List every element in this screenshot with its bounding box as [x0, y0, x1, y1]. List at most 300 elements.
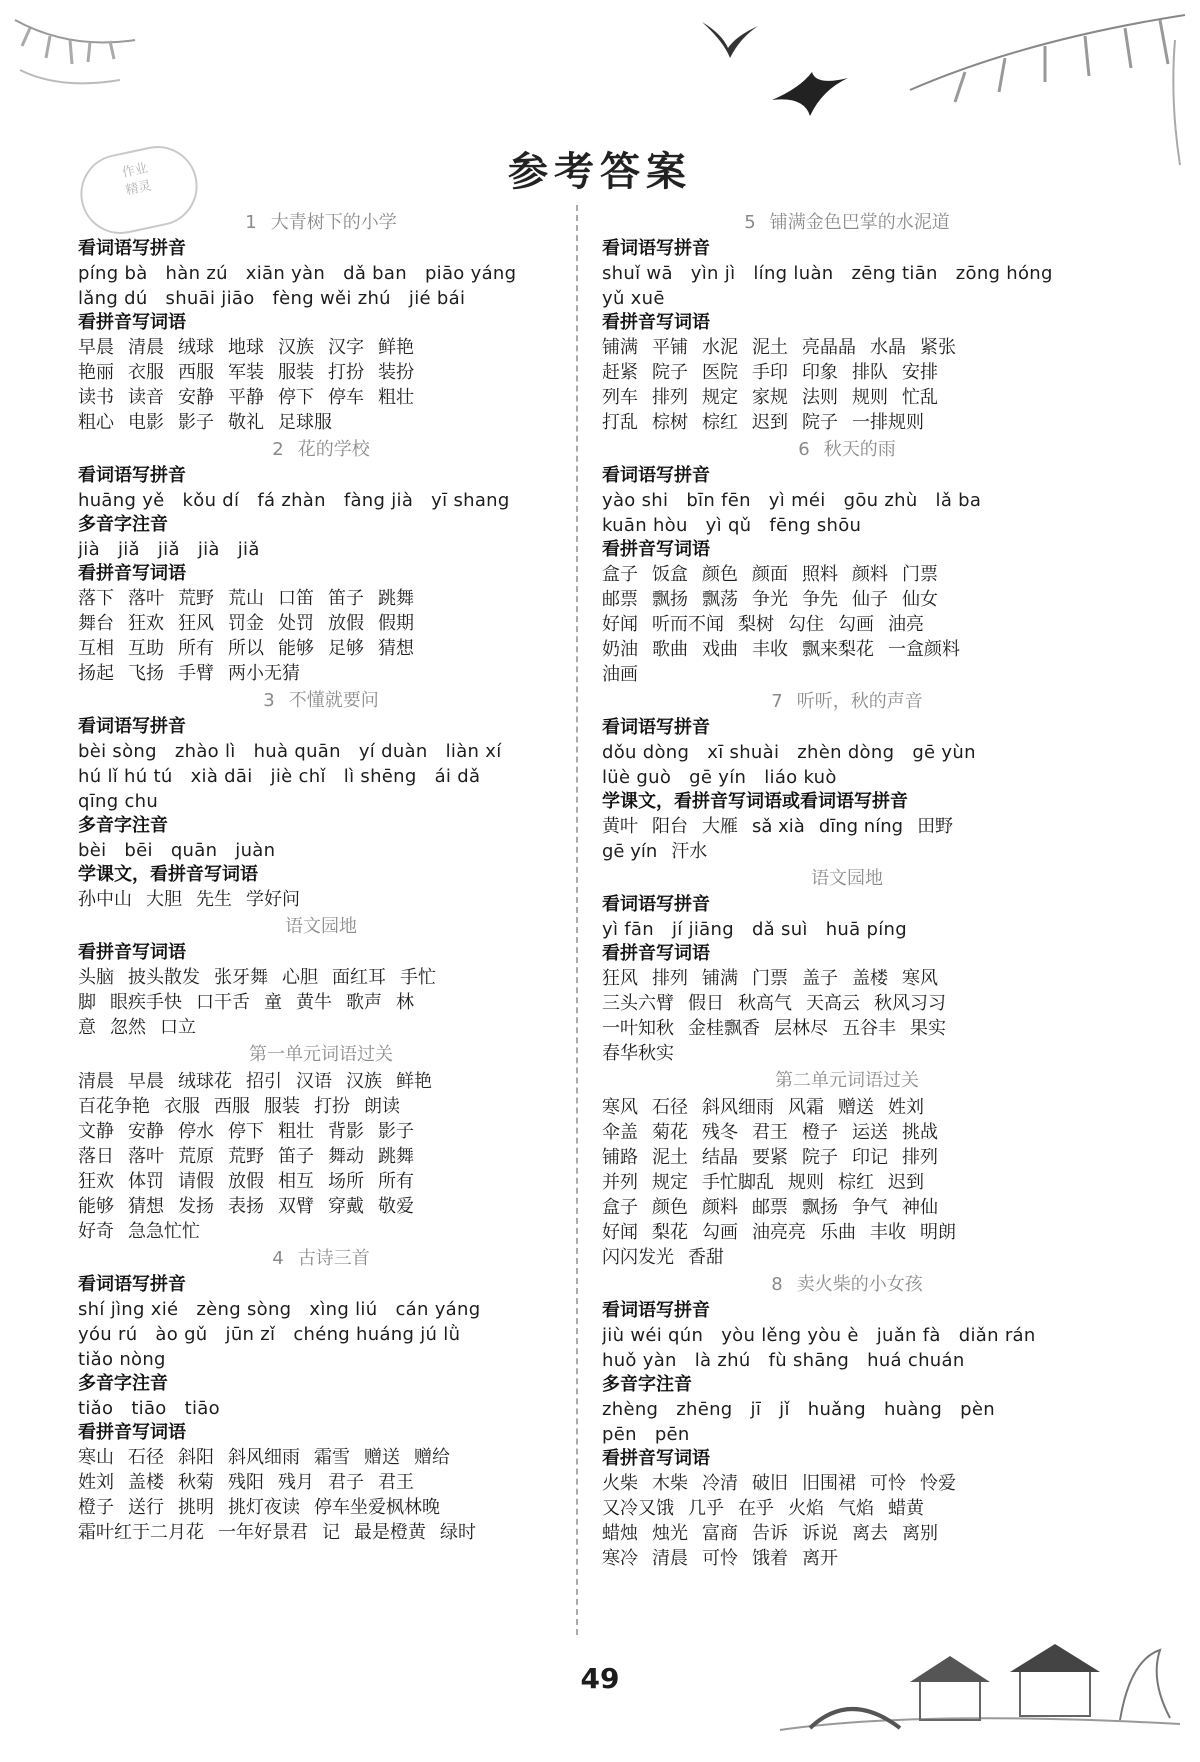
word-answer: 服装 [264, 1096, 300, 1117]
word-answer: 能够 [278, 638, 314, 659]
exercise-label: 多音字注音 [78, 514, 168, 535]
homework-stamp: 作业 精灵 [73, 139, 205, 242]
word-answer-row [78, 965, 564, 990]
pinyin-answer: huǎng [807, 1399, 866, 1420]
word-answer: 记 [322, 1522, 340, 1543]
word-answer: 影子 [378, 1121, 414, 1142]
pinyin-answer: jí jiāng [671, 919, 734, 940]
word-answer: 仙女 [902, 589, 938, 610]
word-answer: 打扮 [328, 362, 364, 383]
pinyin-answer: liáo kuò [764, 767, 837, 788]
word-answer: 停下 [228, 1121, 264, 1142]
word-answer: 诉说 [802, 1523, 838, 1544]
word-answer: 狂欢 [78, 1171, 114, 1192]
exercise-label: 看词语写拼音 [602, 465, 710, 486]
word-answer: 姓刘 [888, 1097, 924, 1118]
word-answer: 停水 [178, 1121, 214, 1142]
word-answer: 西服 [214, 1096, 250, 1117]
word-answer: 眼疾手快 [110, 992, 182, 1013]
pinyin-answer: quān [170, 840, 218, 861]
pinyin-answer: yì qǔ [705, 515, 752, 536]
pinyin-answer: lì shēng [343, 766, 417, 787]
pinyin-answer: shuāi jiāo [165, 288, 255, 309]
word-answer: 残月 [278, 1472, 314, 1493]
pinyin-answer: cán yáng [395, 1299, 481, 1320]
word-answer: 仙子 [852, 589, 888, 610]
exercise-label: 看拼音写词语 [78, 312, 186, 333]
word-answer: 乐曲 [820, 1222, 856, 1243]
word-answer: 火焰 [788, 1498, 824, 1519]
word-answer: 门票 [902, 564, 938, 585]
word-answer: 气焰 [838, 1498, 874, 1519]
word-answer-row [602, 1521, 1092, 1546]
word-answer: 地球 [228, 337, 264, 358]
word-answer: 又冷又饿 [602, 1498, 674, 1519]
word-answer: 规定 [652, 1172, 688, 1193]
exercise-label: 多音字注音 [78, 1373, 168, 1394]
word-answer: 照料 [802, 564, 838, 585]
pinyin-answer-row [602, 1422, 1092, 1447]
word-answer-row [78, 887, 564, 912]
word-answer: 处罚 [278, 613, 314, 634]
word-answer: 医院 [702, 362, 738, 383]
word-answer-row [78, 611, 564, 636]
pinyin-answer: xī shuài [707, 742, 780, 763]
word-answer: 黄叶 [602, 816, 638, 837]
word-answer: 荒山 [228, 588, 264, 609]
word-answer: 飞扬 [128, 663, 164, 684]
word-answer: 粗心 [78, 412, 114, 433]
word-answer: 面红耳 [332, 967, 386, 988]
word-answer: 双臂 [278, 1196, 314, 1217]
word-answer: 法则 [802, 387, 838, 408]
word-answer: 招引 [246, 1071, 282, 1092]
word-answer: 秋菊 [178, 1472, 214, 1493]
word-answer: 粗壮 [378, 387, 414, 408]
word-answer: 停下 [278, 387, 314, 408]
pinyin-answer: yī shang [431, 490, 510, 511]
section-name: 第二单元词语过关 [775, 1070, 919, 1091]
word-answer-row [602, 410, 1092, 435]
word-answer: 能够 [78, 1196, 114, 1217]
word-answer-row [78, 1495, 564, 1520]
word-answer: 军装 [228, 362, 264, 383]
word-answer: 急急忙忙 [128, 1221, 200, 1242]
pinyin-answer: pēn [654, 1424, 690, 1445]
word-answer: 盖子 [802, 968, 838, 989]
word-answer: 颜面 [752, 564, 788, 585]
pinyin-answer: fēng shōu [769, 515, 862, 536]
section-title [78, 211, 564, 235]
word-answer-row [602, 814, 1092, 839]
word-answer-row [602, 360, 1092, 385]
word-answer: 笛子 [328, 588, 364, 609]
pinyin-answer: qīng chu [78, 791, 159, 812]
pinyin-answer: liàn xí [445, 741, 502, 762]
word-answer: 明朗 [920, 1222, 956, 1243]
word-answer: 心胆 [282, 967, 318, 988]
word-answer: 猜想 [378, 638, 414, 659]
word-answer: 扬起 [78, 663, 114, 684]
word-answer: 门票 [752, 968, 788, 989]
word-answer: 君子 [328, 1472, 364, 1493]
pinyin-answer-row [78, 1347, 564, 1372]
word-answer-row [78, 586, 564, 611]
word-answer: 落日 [78, 1146, 114, 1167]
pinyin-answer: juàn [235, 840, 276, 861]
word-answer: 猜想 [128, 1196, 164, 1217]
word-answer-row [602, 991, 1092, 1016]
word-answer: 院子 [802, 1147, 838, 1168]
pinyin-answer: dǒu dòng [602, 742, 690, 763]
word-answer: 怜爱 [920, 1473, 956, 1494]
word-answer: 敬礼 [228, 412, 264, 433]
pinyin-answer-row [602, 261, 1092, 286]
word-answer-row [602, 966, 1092, 991]
pinyin-answer: gōu zhù [843, 490, 918, 511]
pinyin-answer: kuān hòu [602, 515, 688, 536]
word-answer-row [602, 1195, 1092, 1220]
word-answer: 跳舞 [378, 1146, 414, 1167]
pinyin-answer: gē yín [689, 767, 747, 788]
exercise-label: 看拼音写词语 [602, 943, 710, 964]
pinyin-answer-row [78, 261, 564, 286]
willow-branch-left-illustration [10, 10, 140, 120]
word-answer: 残阳 [228, 1472, 264, 1493]
word-answer: 可怜 [702, 1548, 738, 1569]
pinyin-answer: jià [78, 539, 100, 560]
exercise-label: 看词语写拼音 [78, 465, 186, 486]
word-answer: 互相 [78, 638, 114, 659]
pinyin-answer: líng luàn [753, 263, 834, 284]
word-answer: 鲜艳 [378, 337, 414, 358]
pinyin-answer: tiāo [184, 1398, 220, 1419]
word-answer-row [602, 1145, 1092, 1170]
word-answer-row [78, 1094, 564, 1119]
page-title: 参考答案 [508, 148, 692, 195]
pinyin-answer: lǎ ba [935, 490, 982, 511]
word-answer: 挑灯夜读 [228, 1497, 300, 1518]
word-answer-row [602, 1095, 1092, 1120]
word-answer: 送行 [128, 1497, 164, 1518]
pinyin-answer-row [78, 838, 564, 863]
word-answer-row [602, 1546, 1092, 1571]
word-answer-row [78, 1219, 564, 1244]
word-answer: 粗壮 [278, 1121, 314, 1142]
word-answer: 歌曲 [652, 639, 688, 660]
word-answer: 霜雪 [314, 1447, 350, 1468]
word-answer-row [78, 335, 564, 360]
pinyin-answer: huà quān [253, 741, 341, 762]
word-answer: 早晨 [78, 337, 114, 358]
word-answer: 勾画 [702, 1222, 738, 1243]
word-answer: 秋风习习 [874, 993, 946, 1014]
word-answer: 罚金 [228, 613, 264, 634]
pinyin-answer: fù shāng [768, 1350, 850, 1371]
exercise-label: 看词语写拼音 [602, 1300, 710, 1321]
right-column [602, 208, 1092, 1571]
pinyin-answer: yǔ xuē [602, 288, 665, 309]
word-answer: 所以 [228, 638, 264, 659]
word-answer: 饿着 [752, 1548, 788, 1569]
word-answer: 丰收 [870, 1222, 906, 1243]
pinyin-answer: juǎn fà [876, 1325, 941, 1346]
pinyin-answer: ào gǔ [155, 1324, 208, 1345]
pinyin-answer: pēn [602, 1424, 637, 1445]
word-answer: 黄牛 [296, 992, 332, 1013]
exercise-label: 看词语写拼音 [78, 1274, 186, 1295]
word-answer: 颜料 [852, 564, 888, 585]
word-answer: 烛光 [652, 1523, 688, 1544]
pinyin-answer: pèn [960, 1399, 995, 1420]
word-answer: 手忙 [400, 967, 436, 988]
word-answer: 绒球花 [178, 1071, 232, 1092]
word-answer: 几乎 [688, 1498, 724, 1519]
word-answer: 汉族 [278, 337, 314, 358]
word-answer: 停车 [328, 387, 364, 408]
word-answer: 百花争艳 [78, 1096, 150, 1117]
pinyin-answer: jiǎ [157, 539, 180, 560]
word-answer: 颜色 [652, 1197, 688, 1218]
pinyin-answer: huàng [883, 1399, 943, 1420]
section-number: 5 [744, 212, 756, 233]
pinyin-answer-row [78, 1297, 564, 1322]
word-answer-row [602, 1471, 1092, 1496]
word-answer: 君王 [752, 1122, 788, 1143]
word-answer: 层林尽 [774, 1018, 828, 1039]
pinyin-answer: zhèng [602, 1399, 659, 1420]
pinyin-answer-row [602, 488, 1092, 513]
word-answer: 西服 [178, 362, 214, 383]
pinyin-answer: shí jìng xié [78, 1299, 179, 1320]
word-answer: 电影 [128, 412, 164, 433]
word-answer-row [78, 1169, 564, 1194]
pinyin-answer: jī [750, 1399, 762, 1420]
pinyin-answer: lüè guò [602, 767, 672, 788]
word-answer: 好奇 [78, 1221, 114, 1242]
pinyin-answer-row [602, 740, 1092, 765]
section-title [602, 867, 1092, 891]
word-answer-row [78, 360, 564, 385]
pinyin-answer: bēi [124, 840, 153, 861]
word-answer: 舞动 [328, 1146, 364, 1167]
word-answer: 排列 [902, 1147, 938, 1168]
word-answer: 汉语 [296, 1071, 332, 1092]
word-answer-row [602, 612, 1092, 637]
word-answer: 在乎 [738, 1498, 774, 1519]
pinyin-answer: huā píng [825, 919, 907, 940]
word-answer-row [78, 385, 564, 410]
word-answer: 落叶 [128, 588, 164, 609]
word-answer: 铺满 [702, 968, 738, 989]
word-answer: 橙子 [802, 1122, 838, 1143]
word-answer: 规定 [702, 387, 738, 408]
section-name: 秋天的雨 [823, 439, 896, 460]
word-answer-row [602, 1245, 1092, 1270]
word-answer: 棕红 [702, 412, 738, 433]
pinyin-answer: jiǎ [237, 539, 260, 560]
word-answer-row [78, 1520, 564, 1545]
word-answer: 舞台 [78, 613, 114, 634]
word-answer: 请假 [178, 1171, 214, 1192]
pinyin-answer: yì fān [602, 919, 654, 940]
pinyin-answer: xìng liú [309, 1299, 378, 1320]
word-answer: 清晨 [78, 1071, 114, 1092]
word-answer: 所有 [178, 638, 214, 659]
word-answer: 火柴 [602, 1473, 638, 1494]
word-answer: 水泥 [702, 337, 738, 358]
word-answer: 争气 [852, 1197, 888, 1218]
pinyin-answer-row [602, 1348, 1092, 1373]
word-answer-row [78, 1470, 564, 1495]
exercise-label: 看拼音写词语 [78, 1422, 186, 1443]
word-answer: 排列 [652, 387, 688, 408]
word-answer: 寒风 [902, 968, 938, 989]
word-answer-row [78, 636, 564, 661]
word-answer: 装扮 [378, 362, 414, 383]
word-answer: 放假 [328, 613, 364, 634]
word-answer-row [602, 1170, 1092, 1195]
exercise-label: 看拼音写词语 [602, 539, 710, 560]
word-answer: 排列 [652, 968, 688, 989]
word-answer: 安静 [178, 387, 214, 408]
word-answer: 读音 [128, 387, 164, 408]
word-answer: 忽然 [110, 1017, 146, 1038]
pinyin-answer-row [602, 917, 1092, 942]
section-title [602, 211, 1092, 235]
word-answer: dīng níng [818, 816, 904, 837]
word-answer: 赶紧 [602, 362, 638, 383]
word-answer: 体罚 [128, 1171, 164, 1192]
word-answer: 敬爱 [378, 1196, 414, 1217]
word-answer: 平静 [228, 387, 264, 408]
word-answer: 油亮 [888, 614, 924, 635]
word-answer: 印记 [852, 1147, 888, 1168]
word-answer: 口笛 [278, 588, 314, 609]
pinyin-answer-row [602, 1397, 1092, 1422]
word-answer: 石径 [652, 1097, 688, 1118]
word-answer: 平铺 [652, 337, 688, 358]
word-answer: 飘荡 [702, 589, 738, 610]
word-answer: 文静 [78, 1121, 114, 1142]
swallow-bird-small-illustration [700, 18, 760, 63]
word-answer: 棕红 [838, 1172, 874, 1193]
word-answer: 跳舞 [378, 588, 414, 609]
section-name: 大青树下的小学 [270, 212, 397, 233]
word-answer: 亮晶晶 [802, 337, 856, 358]
word-answer: 戏曲 [702, 639, 738, 660]
word-answer: 足球服 [278, 412, 332, 433]
section-title [602, 690, 1092, 714]
pinyin-answer: jié bái [408, 288, 466, 309]
word-answer: 富商 [702, 1523, 738, 1544]
word-answer: 冷清 [702, 1473, 738, 1494]
word-answer: 落下 [78, 588, 114, 609]
word-answer: 家规 [752, 387, 788, 408]
word-answer: 并列 [602, 1172, 638, 1193]
pinyin-answer-row [78, 488, 564, 513]
word-answer: 告诉 [752, 1523, 788, 1544]
word-answer: 颜色 [702, 564, 738, 585]
word-answer: 笛子 [278, 1146, 314, 1167]
word-answer: 寒风 [602, 1097, 638, 1118]
section-name: 语文园地 [285, 916, 357, 937]
exercise-label: 看拼音写词语 [602, 312, 710, 333]
word-answer: 盖楼 [128, 1472, 164, 1493]
pinyin-answer: jiè chǐ [270, 766, 326, 787]
word-answer-row [602, 1041, 1092, 1066]
word-answer: 互助 [128, 638, 164, 659]
word-answer: 假日 [688, 993, 724, 1014]
section-name: 不懂就要问 [288, 690, 379, 711]
word-answer: 好闻 [602, 614, 638, 635]
word-answer: 水晶 [870, 337, 906, 358]
word-answer-row [602, 587, 1092, 612]
word-answer: 铺路 [602, 1147, 638, 1168]
pinyin-answer: huǒ yàn [602, 1350, 677, 1371]
exercise-label: 多音字注音 [602, 1374, 692, 1395]
word-answer: 场所 [328, 1171, 364, 1192]
section-number: 2 [272, 439, 284, 460]
word-answer-row [602, 1016, 1092, 1041]
word-answer: 院子 [652, 362, 688, 383]
word-answer-row [78, 1015, 564, 1040]
word-answer: 印象 [802, 362, 838, 383]
pinyin-answer-row [602, 513, 1092, 538]
word-answer: 孙中山 [78, 889, 132, 910]
word-answer-row [602, 839, 1092, 864]
word-answer: 相互 [278, 1171, 314, 1192]
pinyin-answer: lǎng dú [78, 288, 148, 309]
word-answer: 蜡烛 [602, 1523, 638, 1544]
word-answer: sǎ xià [752, 816, 805, 837]
word-answer: 口干舌 [196, 992, 250, 1013]
word-answer: 风霜 [788, 1097, 824, 1118]
section-number: 1 [245, 212, 257, 233]
word-answer: 大胆 [146, 889, 182, 910]
word-answer: 听而不闻 [652, 614, 724, 635]
pinyin-answer-row [78, 1322, 564, 1347]
exercise-label: 看词语写拼音 [602, 717, 710, 738]
word-answer: 飘扬 [802, 1197, 838, 1218]
word-answer: 服装 [278, 362, 314, 383]
word-answer-row [78, 410, 564, 435]
word-answer-row [602, 385, 1092, 410]
word-answer: 荒野 [228, 1146, 264, 1167]
word-answer: 棕树 [652, 412, 688, 433]
word-answer: 打乱 [602, 412, 638, 433]
word-answer: 饭盒 [652, 564, 688, 585]
word-answer: 列车 [602, 387, 638, 408]
section-title [602, 438, 1092, 462]
section-title [602, 1069, 1092, 1093]
word-answer: 旧围裙 [802, 1473, 856, 1494]
word-answer: 赠送 [838, 1097, 874, 1118]
word-answer-row [78, 1119, 564, 1144]
pinyin-answer: fá zhàn [257, 490, 326, 511]
pinyin-answer: huāng yě [78, 490, 165, 511]
pinyin-answer: shuǐ wā [602, 263, 673, 284]
pinyin-answer-row [78, 537, 564, 562]
word-answer: 邮票 [752, 1197, 788, 1218]
word-answer: 学好问 [246, 889, 300, 910]
word-answer: 打扮 [314, 1096, 350, 1117]
pinyin-answer-row [78, 1396, 564, 1421]
word-answer: 邮票 [602, 589, 638, 610]
word-answer: 歌声 [346, 992, 382, 1013]
pinyin-answer: bèi [78, 840, 107, 861]
word-answer: 盖楼 [852, 968, 888, 989]
